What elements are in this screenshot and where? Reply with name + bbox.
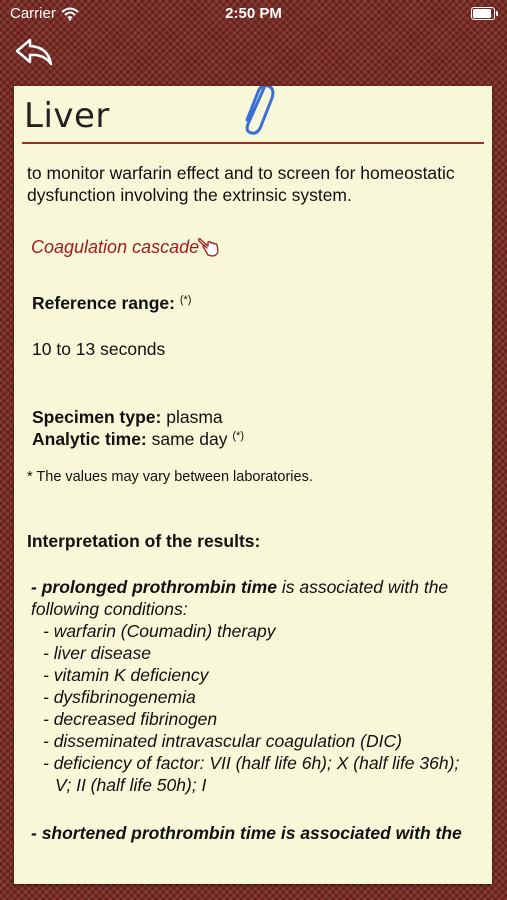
content-card [14,86,492,884]
list-item: - decreased fibrinogen [43,709,218,729]
battery-icon [471,7,495,20]
back-arrow-icon [14,36,54,68]
back-button[interactable] [14,36,54,68]
analytic-asterisk: (*) [232,430,244,442]
status-bar [0,0,507,28]
carrier-label: Carrier [10,5,56,22]
specimen-label: Specimen type: [32,407,162,427]
conditions-list [27,620,477,796]
page-title: Liver [24,96,110,136]
link-label: Coagulation cascade [31,237,200,257]
status-time: 2:50 PM [225,5,282,22]
analytic-label: Analytic time: [32,429,147,449]
specimen-info [32,406,477,450]
list-item: - liver disease [43,643,151,663]
prolonged-pt-rest: is associated with the following conditions: [31,577,449,619]
specimen-line [32,406,477,428]
list-item: - warfarin (Coumadin) therapy [43,621,276,641]
shortened-pt-intro: - shortened prothrombin time is associated with the [31,823,462,843]
coagulation-cascade-link[interactable] [31,234,477,258]
analytic-line [32,428,477,450]
prolonged-pt-term: prolonged prothrombin time [41,577,277,597]
pointing-hand-icon [197,234,223,258]
list-item: - deficiency of factor: VII (half life 6h); X (half life 36h); V; II (half life 50h); I [43,753,460,795]
analytic-value: same day [151,429,228,449]
prolonged-pt-intro: - prolonged prothrombin time is associated with the following conditions: [31,577,449,619]
list-item: - vitamin K deficiency [43,665,209,685]
interpretation-heading: Interpretation of the results: [27,531,261,551]
article-body [27,162,477,844]
reference-value: 10 to 13 seconds [32,339,166,359]
list-item: - dysfibrinogenemia [43,687,196,707]
title-divider [22,142,484,144]
reference-label: Reference range: [32,293,175,313]
list-item: - disseminated intravascular coagulation (DIC) [43,731,402,751]
specimen-value: plasma [166,407,223,427]
paperclip-icon [234,86,276,136]
reference-range-line [32,292,477,314]
laboratory-note: * The values may vary between laboratories. [27,469,313,485]
reference-asterisk: (*) [179,294,192,306]
intro-text: to monitor warfarin effect and to screen for homeostatic dysfunction involving the extrinsic system. [27,163,455,205]
